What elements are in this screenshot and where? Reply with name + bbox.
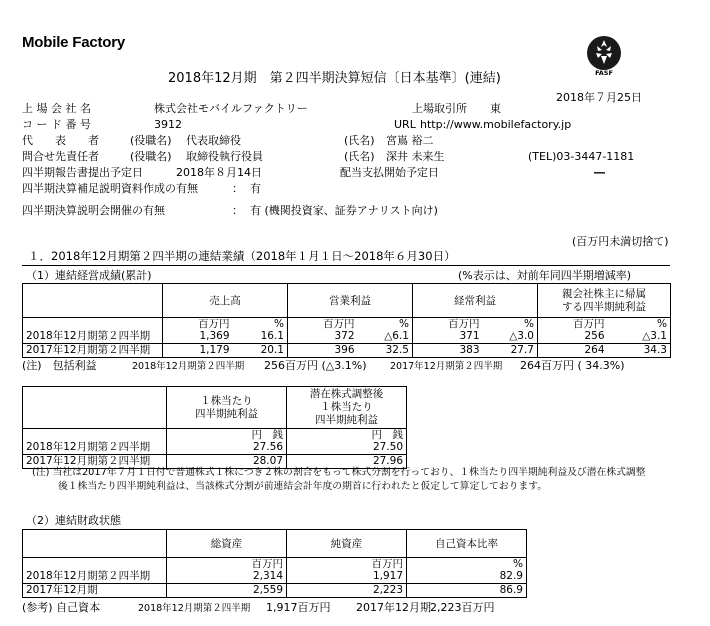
cell: 16.1 (233, 330, 288, 343)
header-eps-line2: 四半期純利益 (195, 407, 258, 420)
cell: 34.3 (608, 343, 671, 357)
meeting-colon: ： (232, 204, 243, 217)
contact-title: 取締役執行役員 (186, 150, 263, 163)
table-row (23, 343, 671, 357)
cell: 1,179 (163, 343, 233, 357)
unit-cell: 百万円 (288, 318, 358, 331)
row-label: 2017年12月期 (23, 583, 167, 597)
unit-note: (百万円未満切捨て) (572, 235, 669, 248)
unit-row-blank (23, 318, 163, 331)
cell: 86.9 (407, 583, 527, 597)
cell: 264 (538, 343, 608, 357)
header-diluted-eps-line3: 四半期純利益 (315, 414, 378, 426)
rep-title: 代表取締役 (186, 134, 241, 147)
sub1-title: （1）連結経営成績(累計) (26, 269, 152, 282)
table-row (23, 583, 527, 597)
header-operating-income: 営業利益 (288, 284, 413, 318)
header-ordinary-income: 経常利益 (413, 284, 538, 318)
comp-income-prev-period: 2017年12月期第２四半期 (390, 361, 503, 372)
cell: 28.07 (167, 454, 287, 468)
listed-name-label: 上 場 会 社 名 (22, 102, 91, 115)
cell: 27.96 (287, 454, 407, 468)
fasf-seal-icon (584, 34, 624, 76)
row-label: 2017年12月期第２四半期 (23, 343, 163, 357)
cell: 2,223 (287, 583, 407, 597)
header-eps (167, 387, 287, 429)
release-date: 2018年７月25日 (556, 91, 642, 104)
table-row (23, 330, 671, 343)
section1-title: １．2018年12月期第２四半期の連結業績（2018年１月１日～2018年６月30日） (28, 249, 456, 263)
company-url[interactable]: http://www.mobilefactory.jp (420, 118, 572, 131)
financial-position-table (22, 529, 527, 598)
cell: 27.7 (483, 343, 538, 357)
dividend-value: ― (594, 166, 605, 179)
section1-underline (22, 265, 670, 266)
cell: 27.50 (287, 441, 407, 454)
comp-income-prev-value: 264百万円 ( 34.3%) (520, 359, 625, 372)
unit-cell: % (233, 318, 288, 331)
header-net-income-line2: する四半期純利益 (562, 300, 646, 313)
company-logo: Mobile Factory (22, 34, 126, 51)
comp-income-label: (注) 包括利益 (22, 359, 97, 372)
split-note-line2: 後１株当たり四半期純利益は、当該株式分割が前連結会計年度の期首に行われたと仮定して算定しております。 (58, 481, 548, 492)
unit-cell: 百万円 (413, 318, 483, 331)
supp-label: 四半期決算補足説明資料作成の有無 (22, 182, 198, 195)
contact-name-label: (氏名) (344, 150, 375, 163)
unit-row-blank (23, 429, 167, 442)
row-label: 2018年12月期第２四半期 (23, 570, 167, 583)
unit-cell: % (483, 318, 538, 331)
split-note-line1: (注) 当社は2017年７月１日付で普通株式１株につき２株の割合をもって株式分割を行っており、１株当たり四半期純利益及び潜在株式調整 (32, 467, 646, 478)
unit-row-blank (23, 558, 167, 571)
table-row (23, 441, 407, 454)
per-share-header-blank (23, 387, 167, 429)
comp-income-cur-period: 2018年12月期第２四半期 (132, 361, 245, 372)
exchange-label: 上場取引所 (412, 102, 467, 115)
meeting-value: 有 (機関投資家、証券アナリスト向け) (250, 204, 438, 217)
unit-cell: 百万円 (287, 558, 407, 571)
row-label: 2018年12月期第２四半期 (23, 441, 167, 454)
header-eps-line1: １株当たり (200, 394, 253, 407)
unit-cell: % (608, 318, 671, 331)
unit-cell: 円 銭 (167, 429, 287, 442)
sub1-note: (%表示は、対前年同四半期増減率) (458, 269, 632, 282)
unit-cell: % (358, 318, 413, 331)
rep-label: 代 表 者 (22, 134, 99, 147)
header-equity-ratio: 自己資本比率 (407, 530, 527, 558)
rep-name: 宮嶌 裕二 (386, 134, 434, 147)
contact-tel: (TEL)03-3447-1181 (528, 150, 635, 163)
rep-title-label: (役職名) (130, 134, 172, 147)
ref-equity-cur-period: 2018年12月期第２四半期 (138, 603, 251, 614)
table-row (23, 570, 527, 583)
contact-label: 問合せ先責任者 (22, 150, 99, 163)
ref-equity-label: (参考) 自己資本 (22, 601, 101, 614)
cell: △3.1 (608, 330, 671, 343)
header-total-assets: 総資産 (167, 530, 287, 558)
exchange: 東 (490, 102, 501, 115)
url-label: URL (394, 118, 416, 131)
results-header-blank (23, 284, 163, 318)
per-share-table (22, 386, 407, 469)
comp-income-cur-value: 256百万円 (△3.1%) (264, 359, 367, 372)
document-title: 2018年12月期 第２四半期決算短信〔日本基準〕(連結) (168, 71, 501, 86)
header-diluted-eps-line1: 潜在株式調整後 (309, 388, 384, 400)
supp-colon: ： (232, 182, 243, 195)
rep-name-label: (氏名) (344, 134, 375, 147)
header-diluted-eps-line2: １株当たり (320, 401, 373, 413)
code: 3912 (154, 118, 182, 131)
cell: 396 (288, 343, 358, 357)
cell: 82.9 (407, 570, 527, 583)
header-net-assets: 純資産 (287, 530, 407, 558)
cell: 371 (413, 330, 483, 343)
row-label: 2017年12月期第２四半期 (23, 454, 167, 468)
contact-title-label: (役職名) (130, 150, 172, 163)
unit-cell: % (407, 558, 527, 571)
cell: 27.56 (167, 441, 287, 454)
cell: 1,917 (287, 570, 407, 583)
results-table (22, 283, 671, 358)
header-net-income (538, 284, 671, 318)
listed-name: 株式会社モバイルファクトリー (154, 102, 308, 115)
cell: 2,314 (167, 570, 287, 583)
ref-equity-prev-period: 2017年12月期 (356, 601, 431, 614)
cell: △3.0 (483, 330, 538, 343)
unit-cell: 百万円 (167, 558, 287, 571)
header-diluted-eps (287, 387, 407, 429)
cell: 1,369 (163, 330, 233, 343)
cell: 20.1 (233, 343, 288, 357)
cell: 383 (413, 343, 483, 357)
unit-cell: 円 銭 (287, 429, 407, 442)
dividend-label: 配当支払開始予定日 (340, 166, 439, 179)
sub2-title: （2）連結財政状態 (26, 514, 121, 527)
fp-header-blank (23, 530, 167, 558)
row-label: 2018年12月期第２四半期 (23, 330, 163, 343)
header-net-income-line1: 親会社株主に帰属 (562, 287, 646, 300)
unit-cell: 百万円 (163, 318, 233, 331)
report-date-label: 四半期報告書提出予定日 (22, 166, 143, 179)
meeting-label: 四半期決算説明会開催の有無 (22, 204, 165, 217)
report-date: 2018年８月14日 (176, 166, 262, 179)
contact-name: 深井 未来生 (386, 150, 445, 163)
cell: △6.1 (358, 330, 413, 343)
cell: 372 (288, 330, 358, 343)
unit-cell: 百万円 (538, 318, 608, 331)
supp-value: 有 (250, 182, 261, 195)
ref-equity-cur-value: 1,917百万円 (266, 601, 331, 614)
code-label: コ ー ド 番 号 (22, 118, 91, 131)
ref-equity-prev-value: 2,223百万円 (430, 601, 495, 614)
header-sales: 売上高 (163, 284, 288, 318)
cell: 2,559 (167, 583, 287, 597)
cell: 256 (538, 330, 608, 343)
fasf-label: FASF (595, 69, 613, 76)
cell: 32.5 (358, 343, 413, 357)
